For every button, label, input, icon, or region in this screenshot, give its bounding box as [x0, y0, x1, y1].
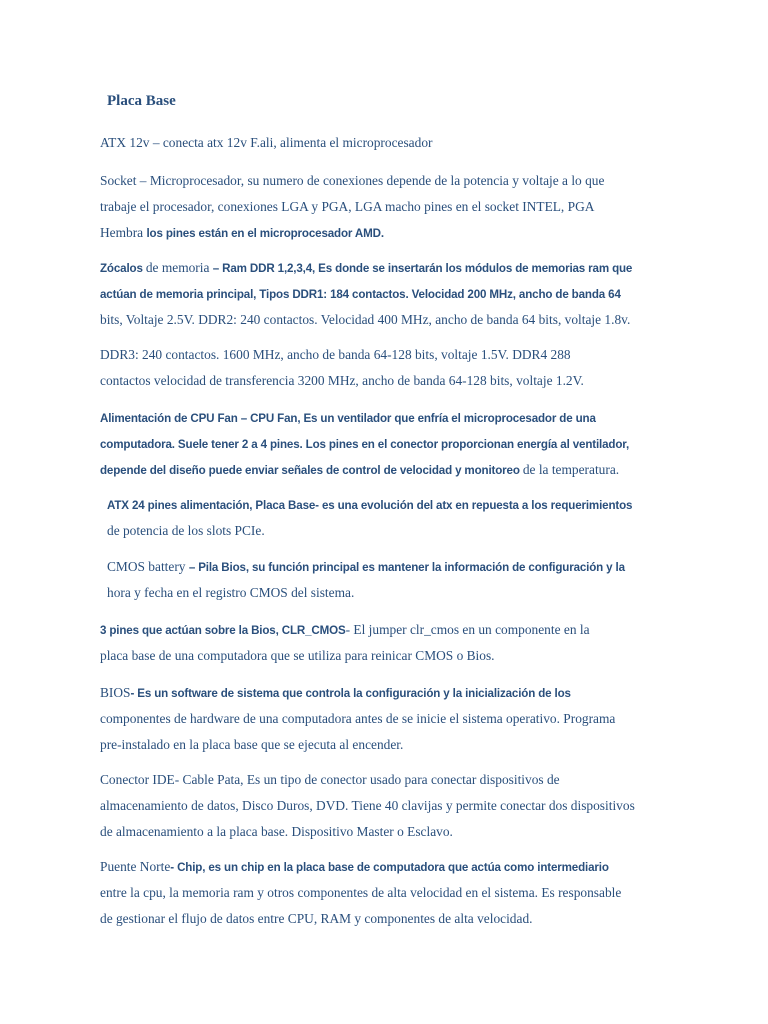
- paragraph-line: [100, 130, 665, 156]
- text-run: bits, Voltaje 2.5V. DDR2: 240 contactos. Velocidad 400 MHz, ancho de banda 64 bits, voltaje 1.8v.: [100, 312, 631, 327]
- text-run: Puente Norte: [100, 859, 171, 874]
- paragraph-line: [100, 854, 665, 880]
- bold-text-run: computadora. Suele tener 2 a 4 pines. Los pines en el conector proporcionan energía al ventilador,: [100, 438, 630, 451]
- text-run: Hembra: [100, 225, 147, 240]
- paragraph-socket: [100, 168, 665, 246]
- paragraph-line: [100, 255, 665, 281]
- bold-text-run: ATX 24 pines alimentación, Placa Base- es una evolución del atx en repuesta a los requerimientos: [107, 499, 633, 512]
- paragraph-line: [100, 643, 665, 669]
- bold-text-run: Alimentación de CPU Fan – CPU Fan, Es un ventilador que enfría el microprocesador de una: [100, 412, 596, 425]
- bold-text-run: , ancho de banda 64: [512, 288, 621, 301]
- bold-text-run: 3 pines que actúan sobre la Bios, CLR_CMOS: [100, 624, 346, 637]
- paragraph-line: [100, 793, 665, 819]
- bold-text-run: - Es un software de sistema que controla la configuración y la inicialización de los: [130, 687, 571, 700]
- text-run: de la temperatura.: [522, 462, 620, 477]
- bold-text-run: los pines están en el microprocesador AMD.: [146, 227, 384, 240]
- text-run: BIOS: [100, 685, 131, 700]
- paragraph-line: [100, 767, 665, 793]
- paragraph-line: [100, 368, 665, 394]
- paragraph-line: [100, 168, 665, 194]
- text-run: Socket – Microprocesador, su numero de conexiones depende de la potencia y voltaje a lo que: [100, 173, 605, 188]
- paragraph-line: [100, 732, 665, 758]
- paragraph-line: [100, 281, 665, 307]
- paragraph-line: [100, 706, 665, 732]
- paragraph-line: [100, 342, 665, 368]
- text-run: de memoria: [145, 260, 213, 275]
- paragraph-line: [100, 220, 665, 246]
- text-run: de almacenamiento a la placa base. Dispositivo Master o Esclavo.: [100, 824, 453, 839]
- paragraph-atx12v: [100, 130, 665, 156]
- paragraph-cpufan: [100, 405, 665, 483]
- bold-text-run: Zócalos: [100, 262, 146, 275]
- text-run: CMOS battery: [107, 559, 189, 574]
- text-run: componentes de hardware de una computadora antes de se inicie el sistema operativo. Programa: [100, 711, 616, 726]
- paragraph-bios: [100, 680, 665, 758]
- bold-text-run: - Chip, es un chip en la placa base de computadora que actúa como intermediario: [170, 861, 609, 874]
- paragraph-line: [100, 194, 665, 220]
- paragraph-zocalos: [100, 255, 665, 333]
- paragraph-line: [107, 554, 672, 580]
- paragraph-atx24: [107, 492, 672, 544]
- paragraph-line: [100, 880, 665, 906]
- paragraph-line: [100, 680, 665, 706]
- paragraph-line: [100, 617, 665, 643]
- paragraph-line: [107, 492, 672, 518]
- text-run: de gestionar el flujo de datos entre CPU, RAM y componentes de alta velocidad.: [100, 911, 533, 926]
- text-run: almacenamiento de datos, Disco Duros, DVD. Tiene 40 clavijas y permite conectar dos dispositivos: [100, 798, 635, 813]
- bold-text-run: actúan de memoria principal, Tipos DDR1: 184 contactos. Velocidad 200 MHz: [100, 288, 513, 301]
- document-title: Placa Base: [107, 93, 176, 109]
- text-run: Conector IDE- Cable Pata, Es un tipo de conector usado para conectar dispositivos de: [100, 772, 560, 787]
- paragraph-ddr3: [100, 342, 665, 394]
- text-run: pre-instalado en la placa base que se ejecuta al encender.: [100, 737, 404, 752]
- paragraph-cmos: [107, 554, 672, 606]
- text-run: hora y fecha en el registro CMOS del sistema.: [107, 585, 355, 600]
- text-run: de potencia de los slots PCIe.: [107, 523, 265, 538]
- paragraph-line: [100, 906, 665, 932]
- paragraph-line: [107, 518, 672, 544]
- bold-text-run: depende del diseño puede enviar señales de control de velocidad y monitoreo: [100, 464, 523, 477]
- paragraph-line: [100, 307, 665, 333]
- text-run: ATX 12v – conecta atx 12v F.ali, alimenta el microprocesador: [100, 135, 433, 150]
- paragraph-line: [107, 580, 672, 606]
- text-run: entre la cpu, la memoria ram y otros componentes de alta velocidad en el sistema. Es responsable: [100, 885, 622, 900]
- paragraph-ide: [100, 767, 665, 845]
- text-run: trabaje el procesador, conexiones LGA y PGA, LGA macho pines en el socket INTEL, PGA: [100, 199, 595, 214]
- paragraph-pines: [100, 617, 665, 669]
- text-run: placa base de una computadora que se utiliza para reinicar CMOS o Bios.: [100, 648, 495, 663]
- bold-text-run: – Ram DDR 1,2,3,4, Es donde se insertarán los módulos de memorias ram que: [212, 262, 633, 275]
- text-run: DDR3: 240 contactos. 1600 MHz, ancho de banda 64-128 bits, voltaje 1.5V. DDR4 288: [100, 347, 571, 362]
- paragraph-line: [100, 819, 665, 845]
- paragraph-line: [100, 431, 665, 457]
- text-run: - El jumper clr_cmos en un componente en la: [345, 622, 590, 637]
- paragraph-norte: [100, 854, 665, 932]
- paragraph-line: [100, 405, 665, 431]
- bold-text-run: – Pila Bios, su función principal es mantener la información de configuración y la: [188, 561, 625, 574]
- text-run: contactos velocidad de transferencia 3200 MHz, ancho de banda 64-128 bits, voltaje 1.2V.: [100, 373, 584, 388]
- paragraph-line: [100, 457, 665, 483]
